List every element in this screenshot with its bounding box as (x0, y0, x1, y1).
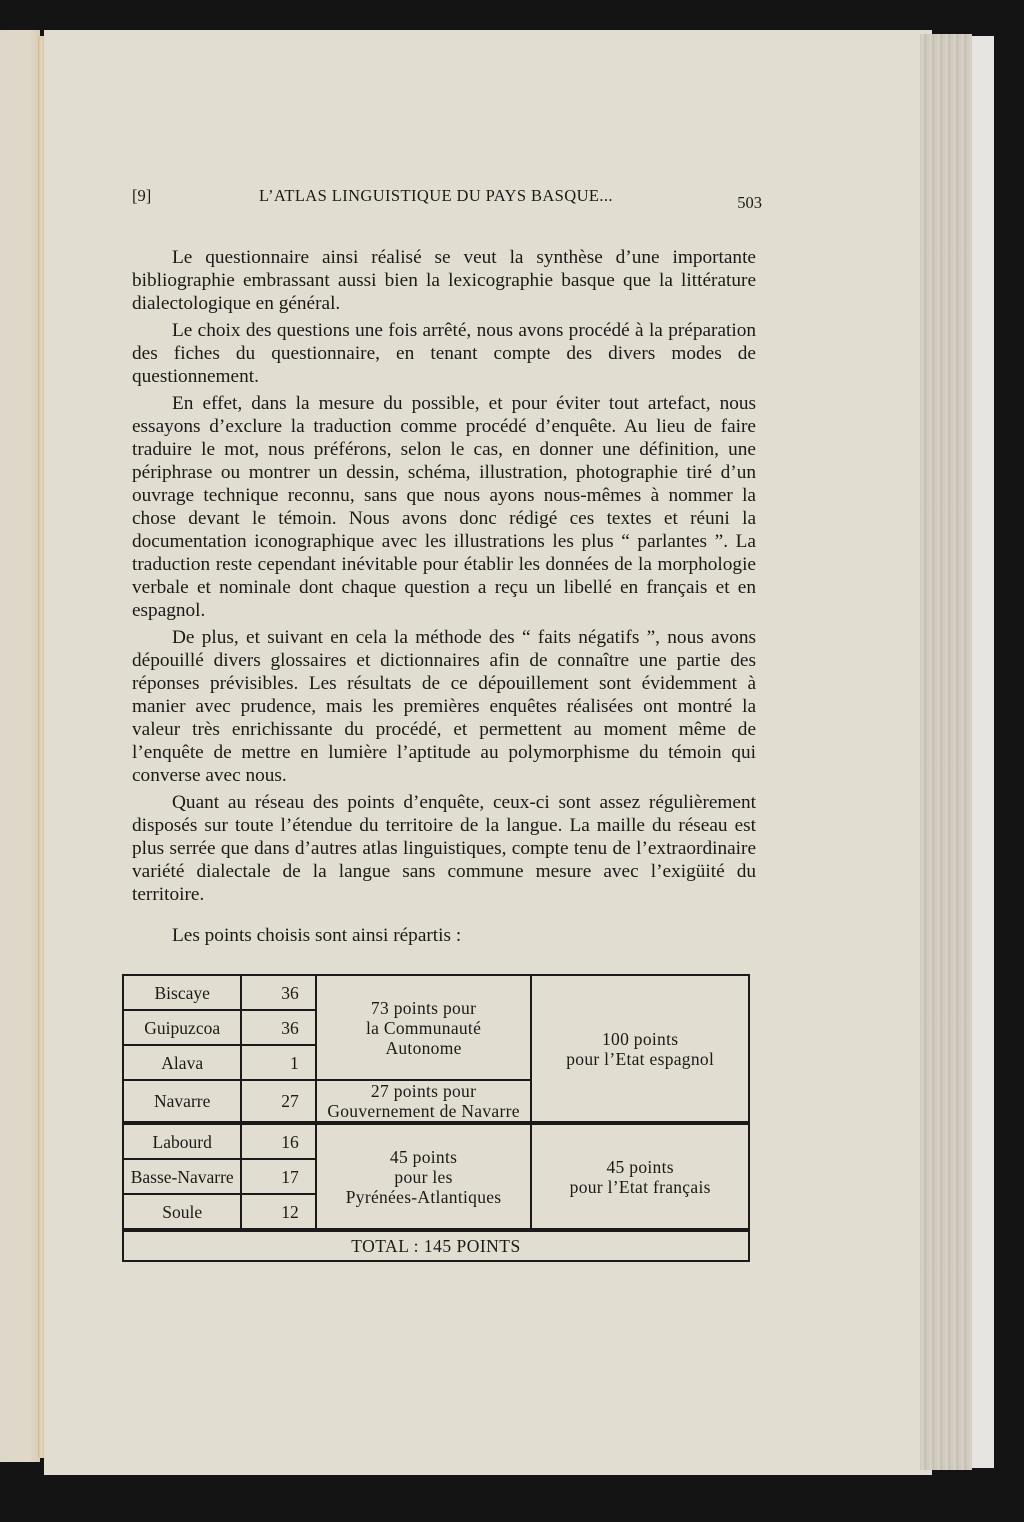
province-name: Alava (123, 1045, 241, 1080)
paragraph: Quant au réseau des points d’enquête, ceux-ci sont assez régulièrement disposés sur toute l’étendue du territoire de la langue. La maille du réseau est plus serrée que dans d’autres atlas linguistiques, compte tenu de l’extraordinaire variété dialectale de la langue sans commune mesure avec l’exigüité du territoire. (132, 792, 756, 905)
state-line: pour l’Etat français (569, 1176, 711, 1197)
province-points: 16 (241, 1123, 315, 1159)
running-title: L’ATLAS LINGUISTIQUE DU PAYS BASQUE... (259, 186, 613, 205)
state-espagne (531, 975, 749, 1123)
running-header (132, 186, 762, 210)
state-france (531, 1123, 749, 1230)
province-name: Basse-Navarre (123, 1159, 241, 1194)
page-stack-cover-edge (972, 36, 994, 1468)
table-row (123, 975, 749, 1010)
group-line: Autonome (385, 1037, 462, 1058)
group-communaute (316, 975, 532, 1080)
body-text (132, 246, 756, 951)
province-name: Soule (123, 1194, 241, 1230)
table-total-row (123, 1230, 749, 1261)
province-name: Labourd (123, 1123, 241, 1159)
group-line: 45 points (389, 1146, 458, 1167)
paragraph: Le choix des questions une fois arrêté, nous avons procédé à la préparation des fiches du questionnaire, en tenant compte des divers modes de questionnement. (132, 320, 756, 387)
province-name: Guipuzcoa (123, 1010, 241, 1045)
province-points: 36 (241, 975, 315, 1010)
facing-page-edge (0, 30, 40, 1462)
province-points: 36 (241, 1010, 315, 1045)
state-line: 45 points (606, 1156, 674, 1177)
province-points: 1 (241, 1045, 315, 1080)
group-line: la Communauté (365, 1017, 482, 1038)
paragraph: De plus, et suivant en cela la méthode des “ faits négatifs ”, nous avons dépouillé divers glossaires et dictionnaires afin de connaître une partie des réponses prévisibles. Les résultats de ce dépouillement sont évidemment à manier avec prudence, mais les premières enquêtes réalisées ont montré la valeur très enrichissante du procédé, et permettent au moment même de l’enquête de mettre en lumière l’aptitude au polymorphisme du témoin qui converse avec nous. (132, 627, 756, 786)
group-line: pour les (394, 1166, 453, 1187)
table-row (123, 1123, 749, 1159)
table-intro: Les points choisis sont ainsi répartis : (172, 925, 462, 946)
paragraph: En effet, dans la mesure du possible, et pour éviter tout artefact, nous essayons d’exclure la traduction comme procédé d’enquête. Au lieu de faire traduire le mot, nous préférons, selon le cas, en donner une définition, une périphrase ou montrer un dessin, schéma, illustration, photographie tiré d’un ouvrage technique reconnu, sans que nous ayons nous-mêmes à nommer la chose devant le témoin. Nous avons donc rédigé ces textes et réuni la documentation iconographique avec les illustrations les plus “ parlantes ”. La traduction reste cependant inévitable pour établir les données de la morphologie verbale et nominale dont chaque question a reçu un libellé en français et en espagnol. (132, 393, 756, 621)
group-line: Gouvernement de Navarre (327, 1101, 520, 1121)
province-points: 12 (241, 1194, 315, 1230)
province-points: 17 (241, 1159, 315, 1194)
group-line: 27 points pour (370, 1081, 477, 1101)
group-pyrenees (316, 1123, 532, 1230)
page-stack-edges (920, 34, 972, 1470)
page-number: 503 (737, 193, 762, 212)
state-line: pour l’Etat espagnol (566, 1048, 715, 1069)
points-distribution-table (122, 974, 750, 1262)
group-line: 73 points pour (370, 997, 477, 1018)
province-name: Biscaye (123, 975, 241, 1010)
table-total: TOTAL : 145 POINTS (123, 1230, 749, 1261)
province-name: Navarre (123, 1080, 241, 1123)
section-number: [9] (132, 186, 152, 205)
paragraph: Le questionnaire ainsi réalisé se veut la synthèse d’une importante bibliographie embrassant aussi bien la lexicographie basque que la littérature dialectologique en général. (132, 247, 756, 314)
group-line: Pyrénées-Atlantiques (345, 1186, 502, 1207)
group-navarre (316, 1080, 532, 1123)
province-points: 27 (241, 1080, 315, 1123)
state-line: 100 points (601, 1028, 679, 1049)
